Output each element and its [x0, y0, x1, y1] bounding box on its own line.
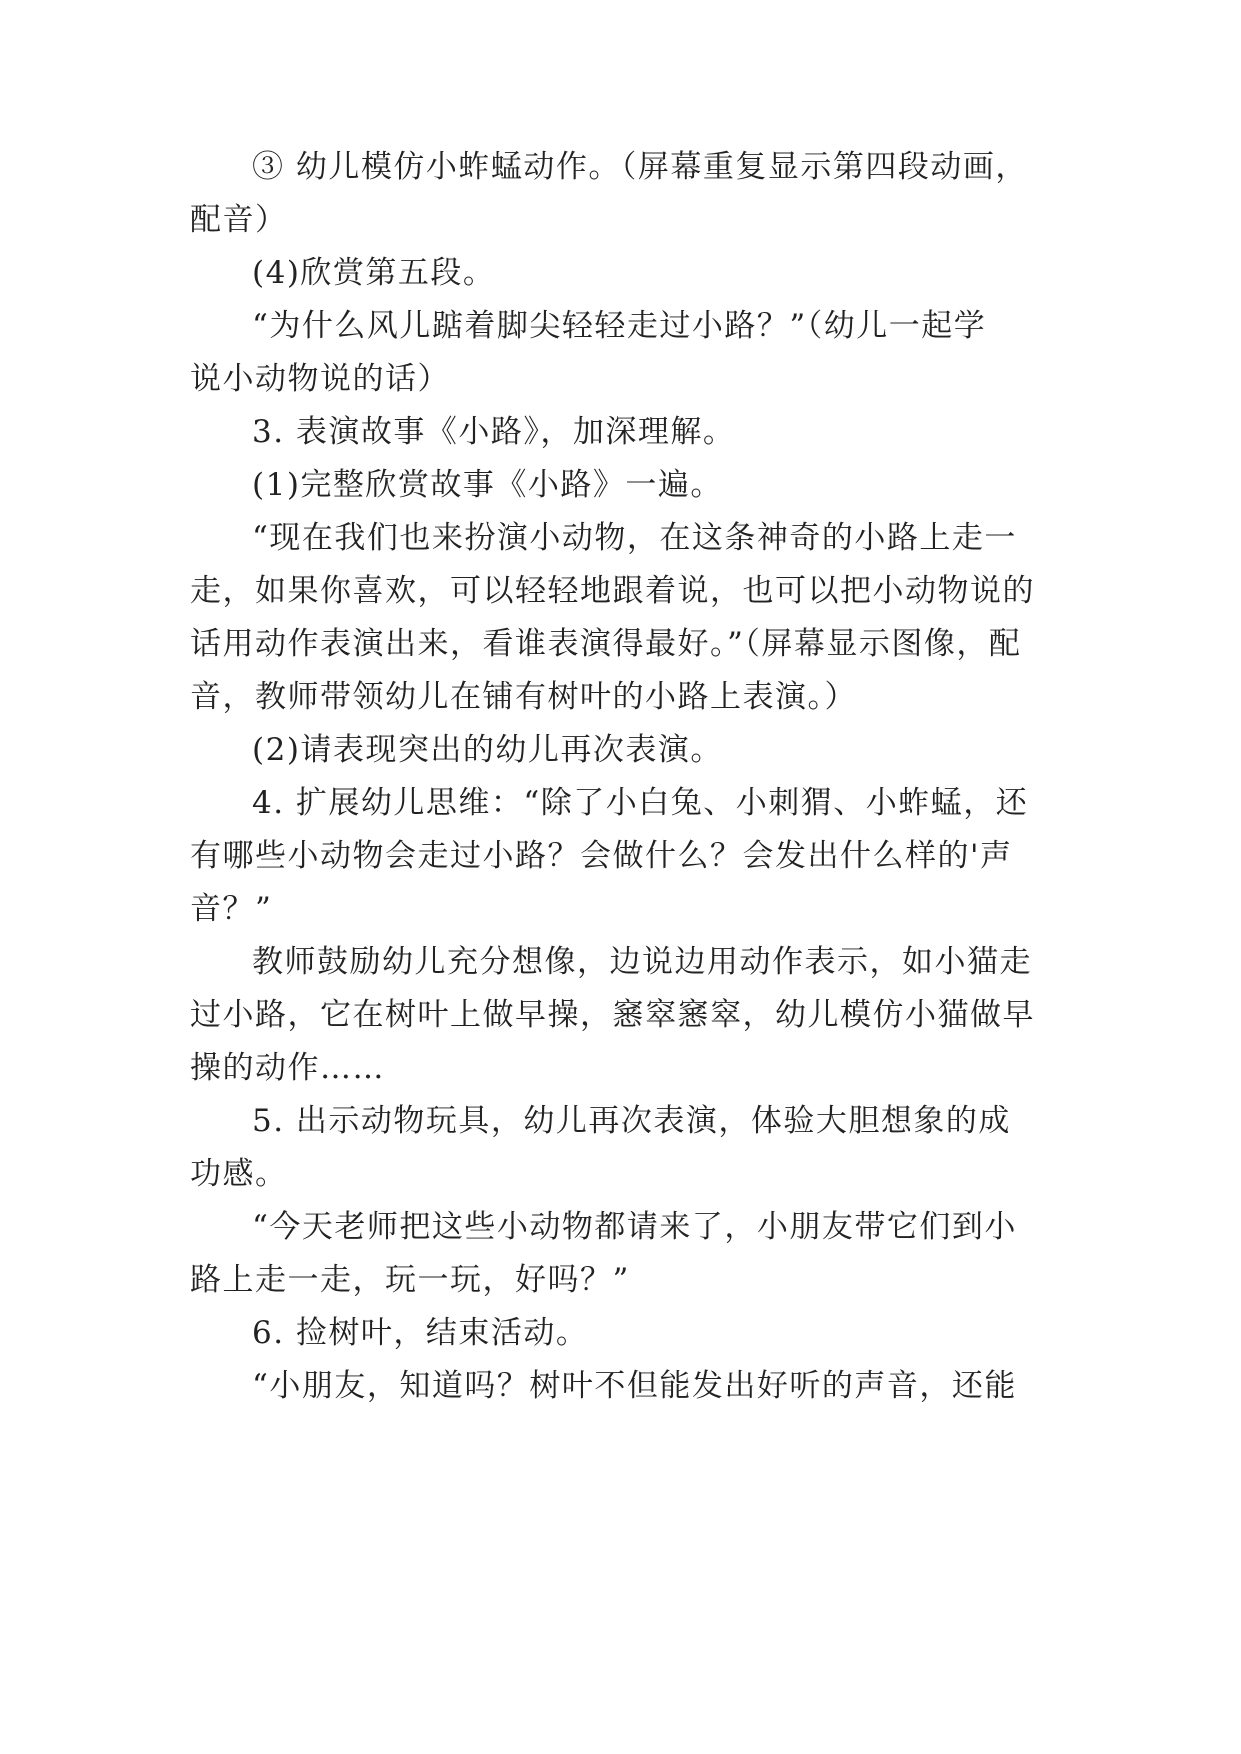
text-line: “为什么风儿踮着脚尖轻轻走过小路？”（幼儿一起学: [252, 308, 987, 344]
text-line: 教师鼓励幼儿充分想像，边说边用动作表示，如小猫走: [252, 944, 1032, 980]
text-line: 说小动物说的话）: [190, 361, 450, 397]
text-line: 配音）: [190, 202, 288, 238]
text-line: 话用动作表演出来，看谁表演得最好。”（屏幕显示图像，配: [190, 626, 1022, 662]
text-line: ③ 幼儿模仿小蚱蜢动作。（屏幕重复显示第四段动画，: [252, 149, 1028, 185]
text-line: (2)请表现突出的幼儿再次表演。: [252, 732, 723, 768]
text-line: 音，教师带领幼儿在铺有树叶的小路上表演。）: [190, 679, 857, 715]
text-line: 功感。: [190, 1156, 288, 1192]
text-line: “今天老师把这些小动物都请来了，小朋友带它们到小: [252, 1209, 1017, 1245]
text-line: 走，如果你喜欢，可以轻轻地跟着说，也可以把小动物说的: [190, 573, 1035, 609]
text-line: 音？”: [190, 891, 273, 927]
text-line: 操的动作……: [190, 1050, 385, 1086]
text-line: 3. 表演故事《小路》，加深理解。: [252, 414, 736, 450]
text-line: 过小路，它在树叶上做早操，窸窣窸窣，幼儿模仿小猫做早: [190, 997, 1035, 1033]
text-line: 路上走一走，玩一玩，好吗？”: [190, 1262, 630, 1298]
text-line: 4. 扩展幼儿思维：“除了小白兔、小刺猬、小蚱蜢，还: [252, 785, 1029, 821]
text-line: 有哪些小动物会走过小路？会做什么？会发出什么样的'声: [190, 838, 1013, 874]
text-line: 6. 捡树叶，结束活动。: [252, 1315, 589, 1351]
text-line: “现在我们也来扮演小动物，在这条神奇的小路上走一: [252, 520, 1017, 556]
text-line: 5. 出示动物玩具，幼儿再次表演，体验大胆想象的成: [252, 1103, 1011, 1139]
text-line: (1)完整欣赏故事《小路》一遍。: [252, 467, 723, 503]
text-line: (4)欣赏第五段。: [252, 255, 496, 291]
text-line: “小朋友，知道吗？树叶不但能发出好听的声音，还能: [252, 1368, 1017, 1404]
